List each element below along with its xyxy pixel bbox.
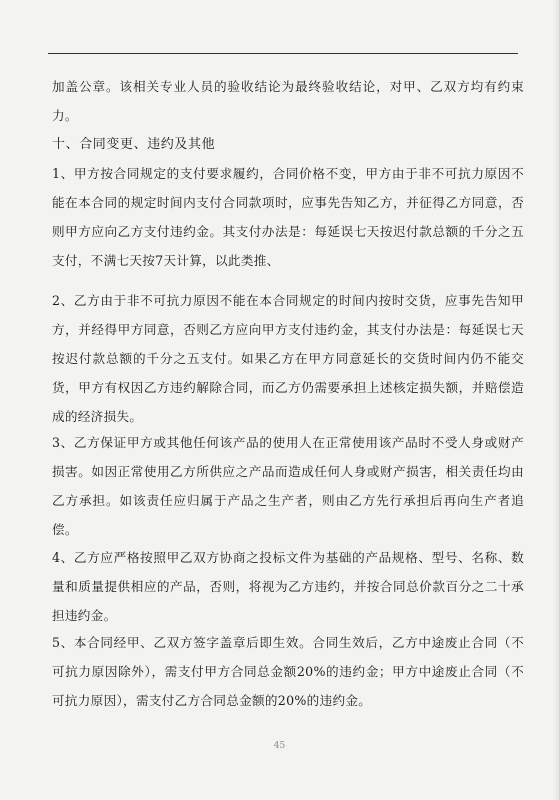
- clause-1: 1、甲方按合同规定的支付要求履约，合同价格不变，甲方由于非不可抗力原因不能在本合同的规定时间内支付合同款项时，应事先告知乙方，并征得乙方同意，否则甲方应向乙方支付违约金。其支付办法是：每延误七天按迟付款总额的千分之五支付，不满七天按7天计算，以此类推、: [52, 166, 524, 268]
- clause-5: 5、本合同经甲、乙双方签字盖章后即生效。合同生效后，乙方中途废止合同（不可抗力原因除外），需支付甲方合同总金额20%的违约金；甲方中途废止合同（不可抗力原因），需支付乙方合同总金额的20%的违约金。: [52, 635, 524, 708]
- clause-3: 3、乙方保证甲方或其他任何该产品的使用人在正常使用该产品时不受人身或财产损害。如因正常使用乙方所供应之产品而造成任何人身或财产损害，相关责任均由乙方承担。如该责任应归属于产品之生产者，则由乙方先行承担后再向生产者追偿。: [52, 435, 524, 537]
- continuation-paragraph: 加盖公章。该相关专业人员的验收结论为最终验收结论，对甲、乙双方均有约束力。: [52, 79, 524, 123]
- clause-2: 2、乙方由于非不可抗力原因不能在本合同规定的时间内按时交货，应事先告知甲方，并经得甲方同意，否则乙方应向甲方支付违约金，其支付办法是：每延误七天按迟付款总额的千分之五支付。如果乙方在甲方同意延长的交货时间内仍不能交货，甲方有权因乙方违约解除合同，而乙方仍需要承担上述核定损失额，并赔偿造成的经济损失。: [52, 293, 524, 424]
- clause-4: 4、乙方应严格按照甲乙双方协商之投标文件为基础的产品规格、型号、名称、数量和质量提供相应的产品，否则，将视为乙方违约，并按合同总价款百分之二十承担违约金。: [52, 550, 524, 623]
- page-number: 45: [273, 741, 286, 751]
- section-heading: 十、合同变更、违约及其他: [52, 137, 216, 152]
- scan-edge-shadow: [553, 0, 559, 800]
- header-rule: [48, 53, 518, 54]
